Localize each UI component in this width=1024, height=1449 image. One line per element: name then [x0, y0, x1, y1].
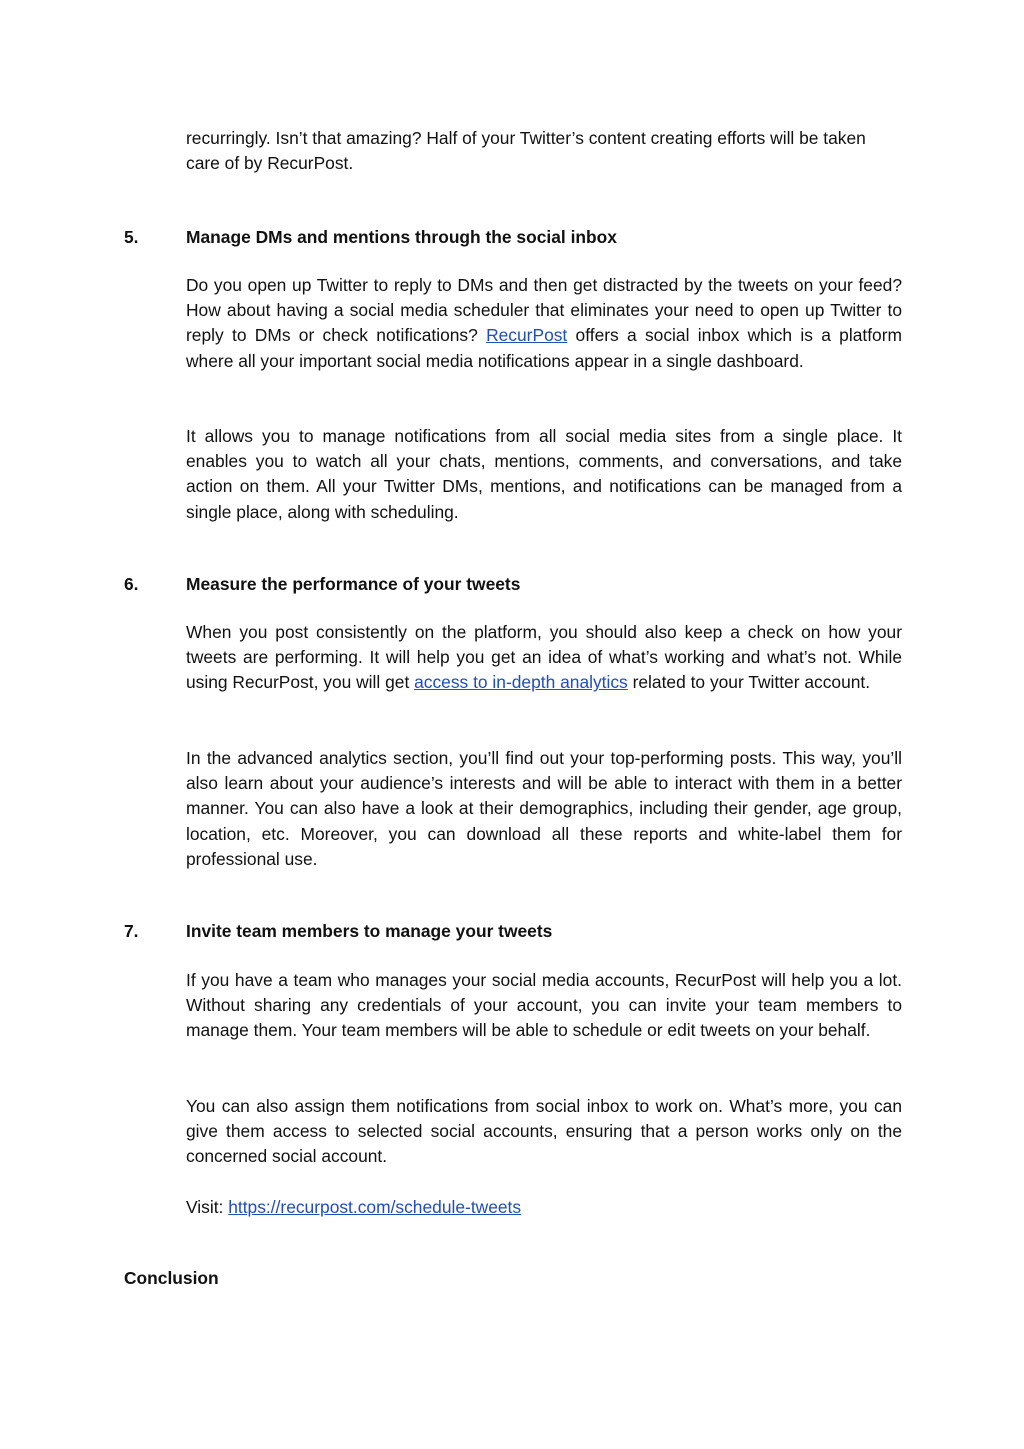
intro-paragraph: recurringly. Isn’t that amazing? Half of your Twitter’s content creating efforts will be taken care of by RecurPost.	[186, 128, 866, 174]
section-7-paragraph-2: You can also assign them notifications from social inbox to work on. What’s more, you can give them access to selected social accounts, ensuring that a person works only on the concerned social account.	[186, 1096, 902, 1167]
paragraph-text: related to your Twitter account.	[627, 672, 871, 693]
section-7-heading	[124, 919, 552, 944]
paragraph-text: offers a social inbox which is a platform where all your important social media notifications appear in a single dashboard.	[186, 325, 902, 371]
section-7-paragraph-1: If you have a team who manages your social media accounts, RecurPost will help you a lot. Without sharing any credentials of your account, you can invite your team members to manage them. Your team members will be able to schedule or edit tweets on your behalf.	[186, 970, 902, 1041]
section-title: Invite team members to manage your tweets	[186, 921, 553, 941]
section-number: 6.	[124, 574, 139, 594]
section-number: 5.	[124, 227, 139, 247]
section-title: Manage DMs and mentions through the social inbox	[186, 227, 617, 247]
paragraph-text: Do you open up Twitter to reply to DMs and then get distracted by the tweets on your feed? How about having a social media scheduler that eliminates your need to open up Twitter to reply to DMs or check notifications?	[186, 275, 902, 346]
recurpost-link[interactable]: RecurPost	[486, 325, 568, 346]
section-5-heading	[124, 225, 617, 250]
visit-label: Visit:	[186, 1197, 229, 1217]
section-5-paragraph-2: It allows you to manage notifications from all social media sites from a single place. It enables you to watch all your chats, mentions, comments, and conversations, and take action on them. All your Twitter DMs, mentions, and notifications can be managed from a single place, along with scheduling.	[186, 426, 902, 522]
section-6-heading	[124, 572, 520, 597]
conclusion-heading: Conclusion	[124, 1268, 219, 1288]
section-6-paragraph-2: In the advanced analytics section, you’ll find out your top-performing posts. This way, you’ll also learn about your audience’s interests and will be able to interact with them in a better manner. You can also have a look at their demographics, including their gender, age group, location, etc. Moreover, you can download all these reports and white-label them for professional use.	[186, 748, 902, 869]
paragraph-text: When you post consistently on the platform, you should also keep a check on how your tweets are performing. It will help you get an idea of what’s working and what’s not. While using RecurPost, you will get	[186, 622, 902, 693]
section-title: Measure the performance of your tweets	[186, 574, 521, 594]
visit-line	[186, 1195, 902, 1220]
section-5-paragraph-1	[186, 273, 902, 374]
schedule-tweets-link[interactable]: https://recurpost.com/schedule-tweets	[228, 1197, 522, 1217]
section-number: 7.	[124, 921, 139, 941]
analytics-link[interactable]: access to in-depth analytics	[414, 672, 628, 693]
section-6-paragraph-1	[186, 620, 902, 696]
